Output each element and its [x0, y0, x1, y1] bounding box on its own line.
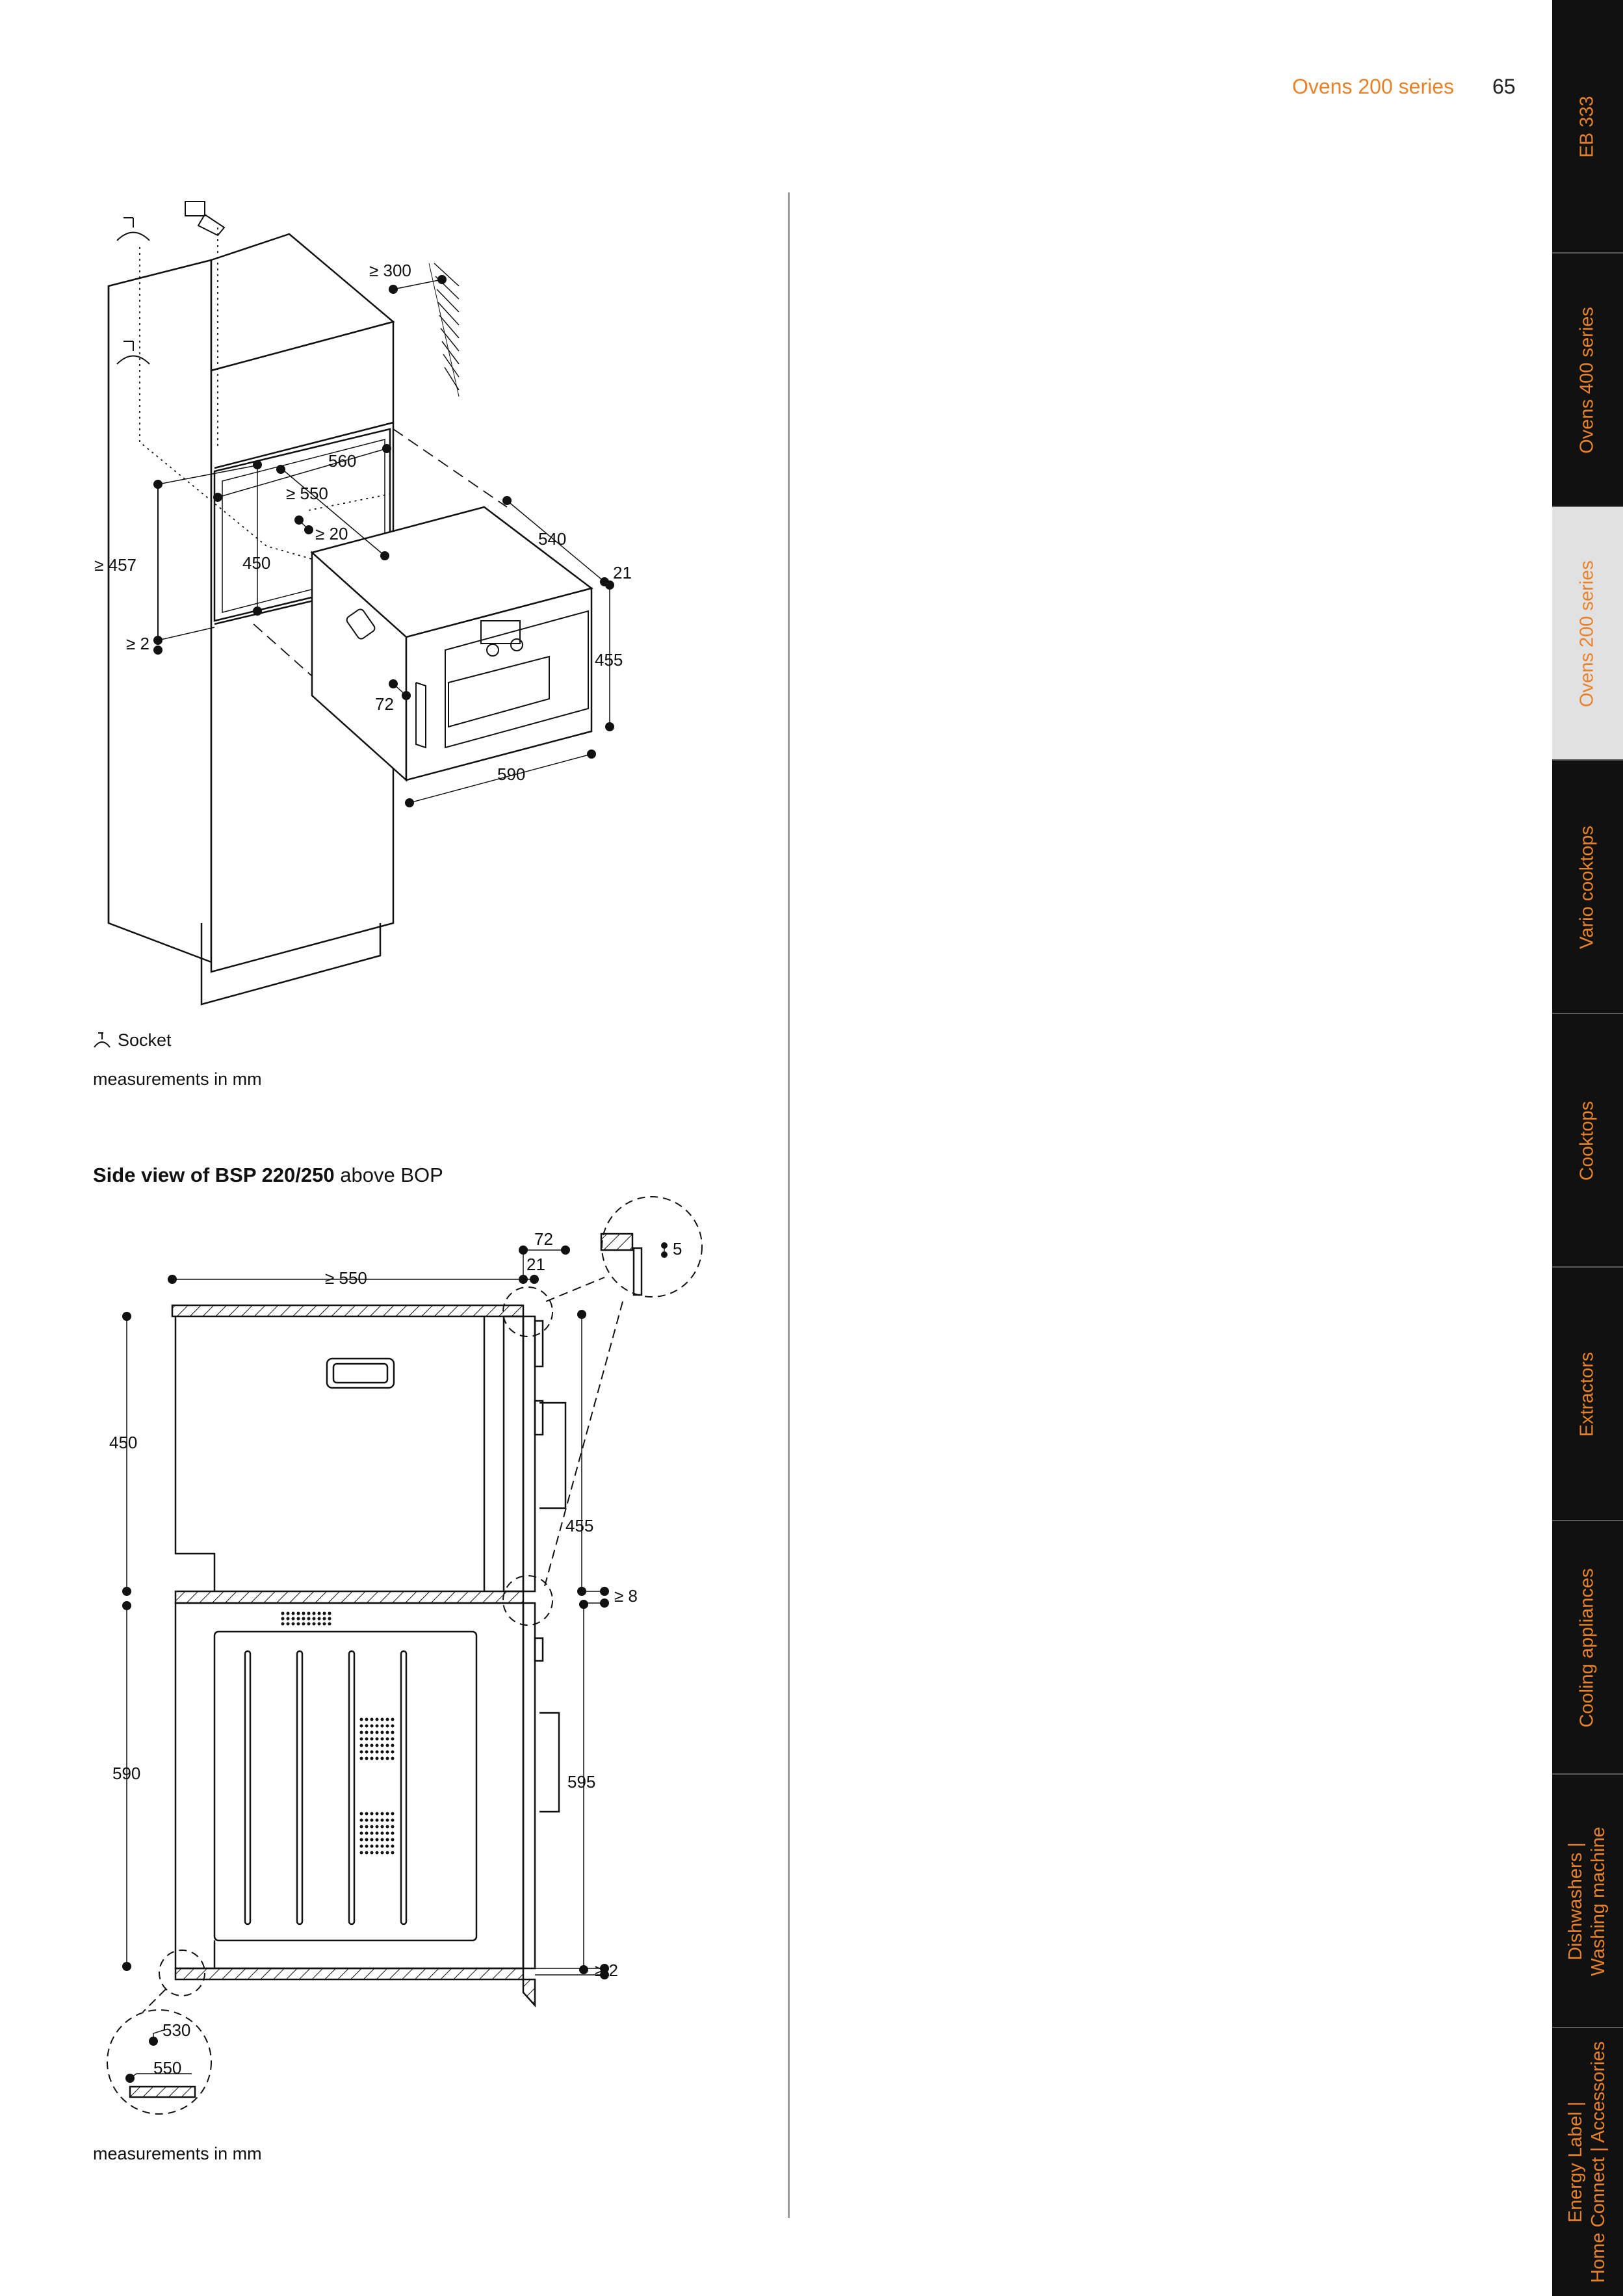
side-dim-72: 72: [534, 1229, 553, 1249]
detail-dim-530: 530: [162, 2020, 191, 2040]
dim-455: 455: [595, 650, 623, 670]
detail-dim-550: 550: [153, 2058, 182, 2078]
dim-450: 450: [242, 553, 271, 573]
tab-label: Dishwashers | Washing machine: [1565, 1827, 1609, 1976]
side-dim-455: 455: [565, 1516, 594, 1535]
page-number: 65: [1492, 75, 1516, 98]
tab-label: Ovens 200 series: [1576, 560, 1598, 707]
tab-extractors[interactable]: [1552, 1268, 1623, 1521]
tab-dishwashers[interactable]: [1552, 1775, 1623, 2028]
dim-2: ≥ 2: [126, 634, 149, 653]
tab-ovens-400[interactable]: [1552, 254, 1623, 507]
tab-label: Energy Label | Home Connect | Accessories: [1565, 2041, 1609, 2283]
tab-ovens-200[interactable]: [1552, 507, 1623, 761]
tab-vario-cooktops[interactable]: [1552, 761, 1623, 1014]
tab-cooling[interactable]: [1552, 1521, 1623, 1775]
section-title-bold: Side view of BSP 220/250: [93, 1164, 335, 1186]
side-dim-21: 21: [526, 1255, 545, 1274]
side-dim-2: ≥ 2: [595, 1961, 618, 1980]
column-divider: [788, 192, 790, 2218]
dim-21: 21: [613, 563, 632, 582]
dim-457: ≥ 457: [94, 555, 136, 575]
tab-label: Cooktops: [1576, 1101, 1598, 1181]
measurements-note-2: measurements in mm: [93, 2144, 262, 2163]
dim-590: 590: [497, 764, 526, 784]
tab-cooktops[interactable]: [1552, 1014, 1623, 1268]
side-dim-550: ≥ 550: [325, 1268, 367, 1288]
side-dim-450: 450: [109, 1433, 138, 1452]
dim-72: 72: [375, 694, 394, 714]
section-tabs: [1552, 0, 1623, 2296]
side-dim-5: 5: [673, 1239, 682, 1259]
tab-energy-label[interactable]: [1552, 2028, 1623, 2296]
side-dim-595: 595: [567, 1772, 596, 1792]
side-view-diagram: [0, 0, 747, 2145]
tab-label: Vario cooktops: [1576, 826, 1598, 949]
dim-20: ≥ 20: [315, 524, 348, 543]
side-dim-8: ≥ 8: [614, 1586, 638, 1606]
socket-legend-label: Socket: [118, 1030, 172, 1050]
section-title-rest: above BOP: [334, 1164, 443, 1186]
dim-540: 540: [538, 529, 567, 549]
side-dim-590: 590: [112, 1764, 141, 1783]
tab-label: Extractors: [1576, 1351, 1598, 1437]
measurements-note-1: measurements in mm: [93, 1069, 262, 1089]
dim-300: ≥ 300: [369, 261, 411, 280]
tab-label: Cooling appliances: [1576, 1568, 1598, 1728]
tab-eb-333[interactable]: [1552, 0, 1623, 254]
dim-550: ≥ 550: [286, 484, 328, 503]
header-section-title: Ovens 200 series: [1292, 75, 1454, 98]
dim-560: 560: [328, 451, 357, 471]
tab-label: EB 333: [1576, 96, 1598, 158]
tab-label: Ovens 400 series: [1576, 307, 1598, 454]
